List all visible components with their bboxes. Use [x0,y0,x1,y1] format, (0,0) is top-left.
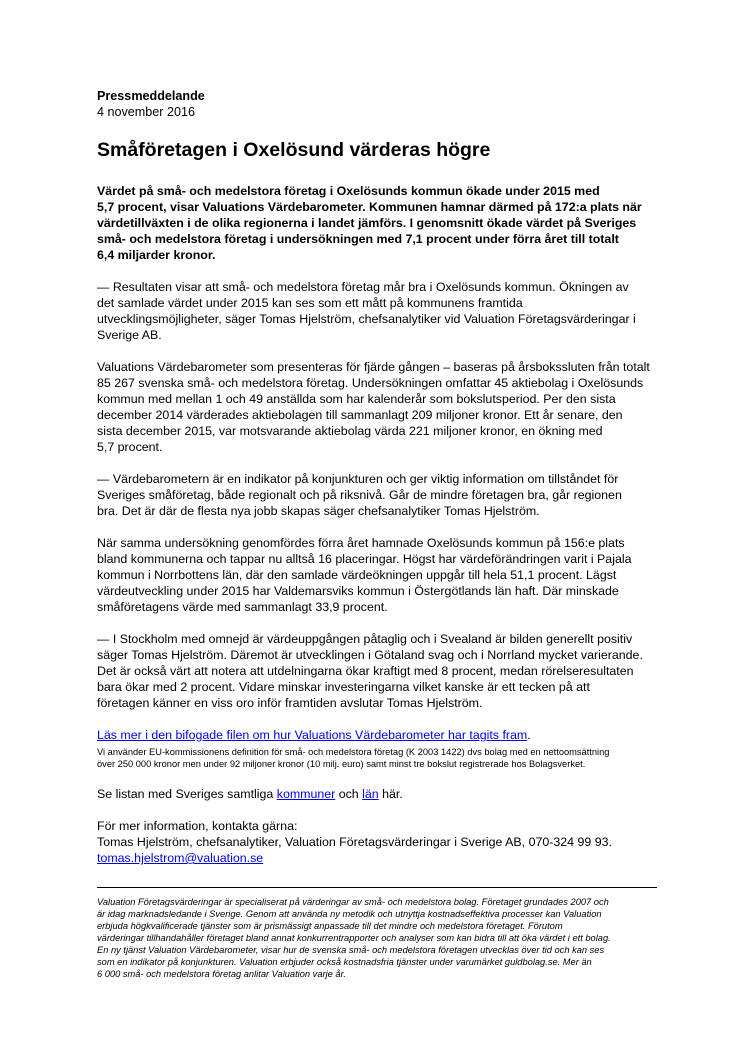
footer-line: värderingar tillhandahåller företaget bland annat konkurrentrapporter och analyser som kan bidra till att öka värdet i ett bolag. [97,933,611,943]
body-line: kommun i Norrbottens län, där den samlade värdeökningen uppgår till hela 51,1 procent. Lägst [97,568,617,582]
body-line: Sverige AB. [97,328,162,342]
body-paragraph-4 [97,535,657,615]
body-paragraph-3 [97,471,657,519]
footer-line: som en indikator på konjunkturen. Valuation erbjuder också kostnadsfria tjänster under varumärket guldbolag.se. Mer än [97,957,592,967]
contact-intro: För mer information, kontakta gärna: [97,819,298,833]
body-line: småföretagens värde med sammanlagt 33,9 procent. [97,600,388,614]
ingress-line: Värdet på små- och medelstora företag i Oxelösunds kommun ökade under 2015 med [97,184,600,198]
ingress-line: små- och medelstora företag i undersökningen med 7,1 procent under förra året till totalt [97,232,619,246]
contact-email-link[interactable]: tomas.hjelstrom@valuation.se [97,851,264,865]
definition-line: Vi använder EU-kommissionens definition för små- och medelstora företag (K 2003 1422) dvs bolag med en nettoomsättning [97,747,610,757]
body-paragraph-2 [97,359,657,455]
ingress-line: 6,4 miljarder kronor. [97,248,216,262]
body-line: bara ökar med 2 procent. Vidare minskar investeringarna vilket kanske är ett tecken på att [97,680,590,694]
body-line: säger Tomas Hjelström. Däremot är utvecklingen i Götaland svag och i Norrland mycket varierande. [97,648,643,662]
definition-note [97,746,657,770]
list-line [97,786,657,802]
definition-line: över 250 000 kronor men under 92 miljoner kronor (10 milj. euro) samt minst tre bokslut registrerade hos Bolagsverket. [97,759,586,769]
ingress-paragraph [97,183,657,263]
ingress-line: 5,7 procent, visar Valuations Värdebarometer. Kommunen hamnar därmed på 172:a plats när [97,200,642,214]
footer-line: erbjuda högkvalificerade tjänster som är prismässigt anpassade till det mindre och medelstora företaget. Förutom [97,921,563,931]
company-footer [97,887,657,980]
body-paragraph-1 [97,279,657,343]
kommuner-link[interactable]: kommuner [276,787,336,801]
body-line: Det är också värt att notera att utdelningarna ökar kraftigt med 8 procent, medan rörelseresultaten [97,664,634,678]
body-line: 5,7 procent. [97,440,163,454]
lan-link[interactable]: län [362,787,379,801]
press-release-document [97,88,657,980]
list-line-text: Se listan med Sveriges samtliga [97,787,277,801]
readmore-period: . [527,728,531,742]
body-line: utvecklingsmöjligheter, säger Tomas Hjelström, chefsanalytiker vid Valuation Företagsvärderingar i [97,312,636,326]
body-line: december 2014 värderades aktiebolagen till sammanlagt 209 miljoner kronor. Ett år senare, den [97,408,623,422]
contact-block [97,818,657,866]
body-line: sista december 2015, var motsvarande aktiebolag värda 221 miljoner kronor, en ökning med [97,424,603,438]
contact-person: Tomas Hjelström, chefsanalytiker, Valuation Företagsvärderingar i Sverige AB, 070-324 99 93. [97,835,612,849]
body-line: kommun med mellan 1 och 49 anställda som har kalenderår som bokslutsperiod. Per den sista [97,392,616,406]
body-line: När samma undersökning genomfördes förra året hamnade Oxelösunds kommun på 156:e plats [97,536,625,550]
body-line: 85 267 svenska små- och medelstora företag. Undersökningen omfattar 45 aktiebolag i Oxelösunds [97,376,644,390]
footer-line: är idag marknadsledande i Sverige. Genom att använda ny metodik och utnyttja kostnadseffektiva processer kan Valuation [97,909,602,919]
readmore-line [97,727,657,743]
body-line: bland kommunerna och tappar nu alltså 16 placeringar. Högst har värdeförändringen varit i Pajala [97,552,632,566]
readmore-link[interactable]: Läs mer i den bifogade filen om hur Valuations Värdebarometer har tagits fram [97,728,528,742]
body-line: Sveriges småföretag, både regionalt och på riksnivå. Går de mindre företagen bra, går regionen [97,488,622,502]
document-type-label: Pressmeddelande [97,89,205,103]
footer-line: En ny tjänst Valuation Värdebarometer, visar hur de svenska små- och medelstora företagen utvecklas över tid och kan ses [97,945,605,955]
list-line-after: här. [378,787,403,801]
release-date: 4 november 2016 [97,105,196,119]
ingress-line: värdetillväxten i de olika regionerna i landet jämförs. I genomsnitt ökade värdet på Sveriges [97,216,637,230]
body-line: företagen känner en viss oro inför framtiden avslutar Tomas Hjelström. [97,696,483,710]
page-title: Småföretagen i Oxelösund värderas högre [97,139,491,161]
body-line: — Resultaten visar att små- och medelstora företag mår bra i Oxelösunds kommun. Ökningen av [97,280,629,294]
list-line-middle: och [335,787,363,801]
body-line: Valuations Värdebarometer som presenteras för fjärde gången – baseras på årsbokssluten från totalt [97,360,650,374]
body-line: — I Stockholm med omnejd är värdeuppgången påtaglig och i Svealand är bilden generellt positiv [97,632,633,646]
body-paragraph-5 [97,631,657,711]
body-line: värdeutveckling under 2015 har Valdemarsviks kommun i Östergötlands län haft. Där minskade [97,584,619,598]
footer-line: 6 000 små- och medelstora företag anlitar Valuation varje år. [97,969,346,979]
body-line: bra. Det är där de flesta nya jobb skapas säger chefsanalytiker Tomas Hjelström. [97,504,540,518]
body-line: — Värdebarometern är en indikator på konjunkturen och ger viktig information om tillståndet för [97,472,619,486]
footer-line: Valuation Företagsvärderingar är specialiserat på värderingar av små- och medelstora bolag. Företaget grundades 2007 och [97,897,609,907]
body-line: det samlade värdet under 2015 kan ses som ett mått på kommunens framtida [97,296,523,310]
